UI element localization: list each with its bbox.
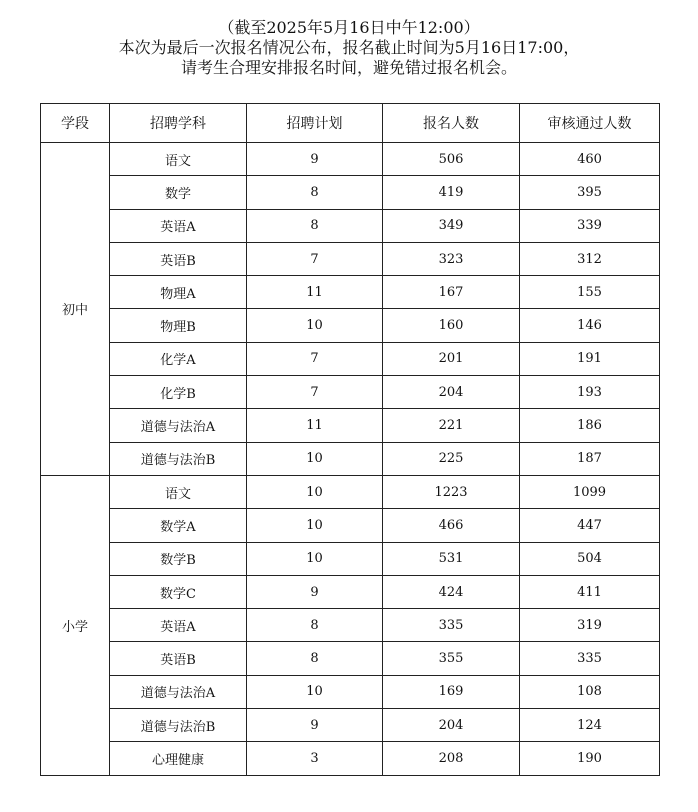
applicants-cell: 335 — [383, 609, 520, 642]
table-row — [41, 176, 660, 209]
approved-cell: 339 — [520, 209, 660, 242]
plan-cell: 9 — [247, 575, 383, 608]
subject-cell: 化学B — [110, 376, 247, 409]
header-stage: 学段 — [41, 104, 110, 143]
applicants-cell: 466 — [383, 509, 520, 542]
approved-cell: 186 — [520, 409, 660, 442]
approved-cell: 319 — [520, 609, 660, 642]
approved-cell: 187 — [520, 442, 660, 475]
subject-cell: 道德与法治B — [110, 442, 247, 475]
applicants-cell: 201 — [383, 342, 520, 375]
plan-cell: 8 — [247, 609, 383, 642]
approved-cell: 146 — [520, 309, 660, 342]
plan-cell: 10 — [247, 675, 383, 708]
table-row — [41, 575, 660, 608]
applicants-cell: 323 — [383, 242, 520, 275]
table-row — [41, 409, 660, 442]
header-plan: 招聘计划 — [247, 104, 383, 143]
subject-cell: 英语A — [110, 609, 247, 642]
plan-cell: 11 — [247, 276, 383, 309]
subject-cell: 物理B — [110, 309, 247, 342]
table-row — [41, 709, 660, 742]
stage-cell: 小学 — [41, 475, 110, 775]
plan-cell: 7 — [247, 242, 383, 275]
subject-cell: 英语B — [110, 642, 247, 675]
approved-cell: 190 — [520, 742, 660, 775]
header-applicants: 报名人数 — [383, 104, 520, 143]
header-subject: 招聘学科 — [110, 104, 247, 143]
approved-cell: 335 — [520, 642, 660, 675]
applicants-cell: 204 — [383, 709, 520, 742]
table-row — [41, 376, 660, 409]
table-row — [41, 542, 660, 575]
table-row — [41, 509, 660, 542]
table-row — [41, 242, 660, 275]
approved-cell: 460 — [520, 143, 660, 176]
approved-cell: 155 — [520, 276, 660, 309]
applicants-cell: 208 — [383, 742, 520, 775]
table-row — [41, 342, 660, 375]
header-row — [41, 104, 660, 143]
subject-cell: 化学A — [110, 342, 247, 375]
notice-cutoff-line: （截至2025年5月16日中午12:00） — [218, 18, 480, 37]
table-row — [41, 475, 660, 508]
plan-cell: 9 — [247, 143, 383, 176]
applicants-cell: 506 — [383, 143, 520, 176]
subject-cell: 英语B — [110, 242, 247, 275]
subject-cell: 道德与法治A — [110, 675, 247, 708]
stage-cell: 初中 — [41, 143, 110, 476]
applicants-cell: 424 — [383, 575, 520, 608]
approved-cell: 1099 — [520, 475, 660, 508]
subject-cell: 道德与法治A — [110, 409, 247, 442]
table-row — [41, 609, 660, 642]
table-header — [41, 104, 660, 143]
applicants-cell: 167 — [383, 276, 520, 309]
plan-cell: 10 — [247, 309, 383, 342]
plan-cell: 7 — [247, 342, 383, 375]
approved-cell: 124 — [520, 709, 660, 742]
approved-cell: 447 — [520, 509, 660, 542]
applicants-cell: 419 — [383, 176, 520, 209]
plan-cell: 10 — [247, 442, 383, 475]
plan-cell: 8 — [247, 176, 383, 209]
plan-cell: 9 — [247, 709, 383, 742]
subject-cell: 物理A — [110, 276, 247, 309]
plan-cell: 11 — [247, 409, 383, 442]
header-approved: 审核通过人数 — [520, 104, 660, 143]
plan-cell: 8 — [247, 642, 383, 675]
subject-cell: 数学A — [110, 509, 247, 542]
applicants-cell: 169 — [383, 675, 520, 708]
subject-cell: 数学 — [110, 176, 247, 209]
plan-cell: 10 — [247, 542, 383, 575]
table-row — [41, 143, 660, 176]
plan-cell: 3 — [247, 742, 383, 775]
approved-cell: 504 — [520, 542, 660, 575]
applicants-cell: 531 — [383, 542, 520, 575]
plan-cell: 10 — [247, 509, 383, 542]
applicants-cell: 355 — [383, 642, 520, 675]
notice-deadline-line: 本次为最后一次报名情况公布，报名截止时间为5月16日17:00， — [118, 38, 580, 57]
subject-cell: 英语A — [110, 209, 247, 242]
table-body — [41, 143, 660, 776]
applicants-cell: 225 — [383, 442, 520, 475]
table-row — [41, 276, 660, 309]
applicants-cell: 204 — [383, 376, 520, 409]
subject-cell: 道德与法治B — [110, 709, 247, 742]
table-row — [41, 442, 660, 475]
applicants-cell: 221 — [383, 409, 520, 442]
subject-cell: 心理健康 — [110, 742, 247, 775]
notice-reminder-line: 请考生合理安排报名时间，避免错过报名机会。 — [180, 58, 517, 77]
registration-table — [40, 103, 660, 776]
plan-cell: 8 — [247, 209, 383, 242]
approved-cell: 395 — [520, 176, 660, 209]
plan-cell: 7 — [247, 376, 383, 409]
subject-cell: 语文 — [110, 143, 247, 176]
plan-cell: 10 — [247, 475, 383, 508]
table-row — [41, 309, 660, 342]
applicants-cell: 1223 — [383, 475, 520, 508]
table-row — [41, 209, 660, 242]
subject-cell: 数学C — [110, 575, 247, 608]
approved-cell: 193 — [520, 376, 660, 409]
approved-cell: 191 — [520, 342, 660, 375]
approved-cell: 411 — [520, 575, 660, 608]
table-row — [41, 675, 660, 708]
applicants-cell: 349 — [383, 209, 520, 242]
table-row — [41, 642, 660, 675]
table-row — [41, 742, 660, 775]
subject-cell: 语文 — [110, 475, 247, 508]
approved-cell: 108 — [520, 675, 660, 708]
applicants-cell: 160 — [383, 309, 520, 342]
notice-block — [0, 18, 698, 78]
subject-cell: 数学B — [110, 542, 247, 575]
approved-cell: 312 — [520, 242, 660, 275]
